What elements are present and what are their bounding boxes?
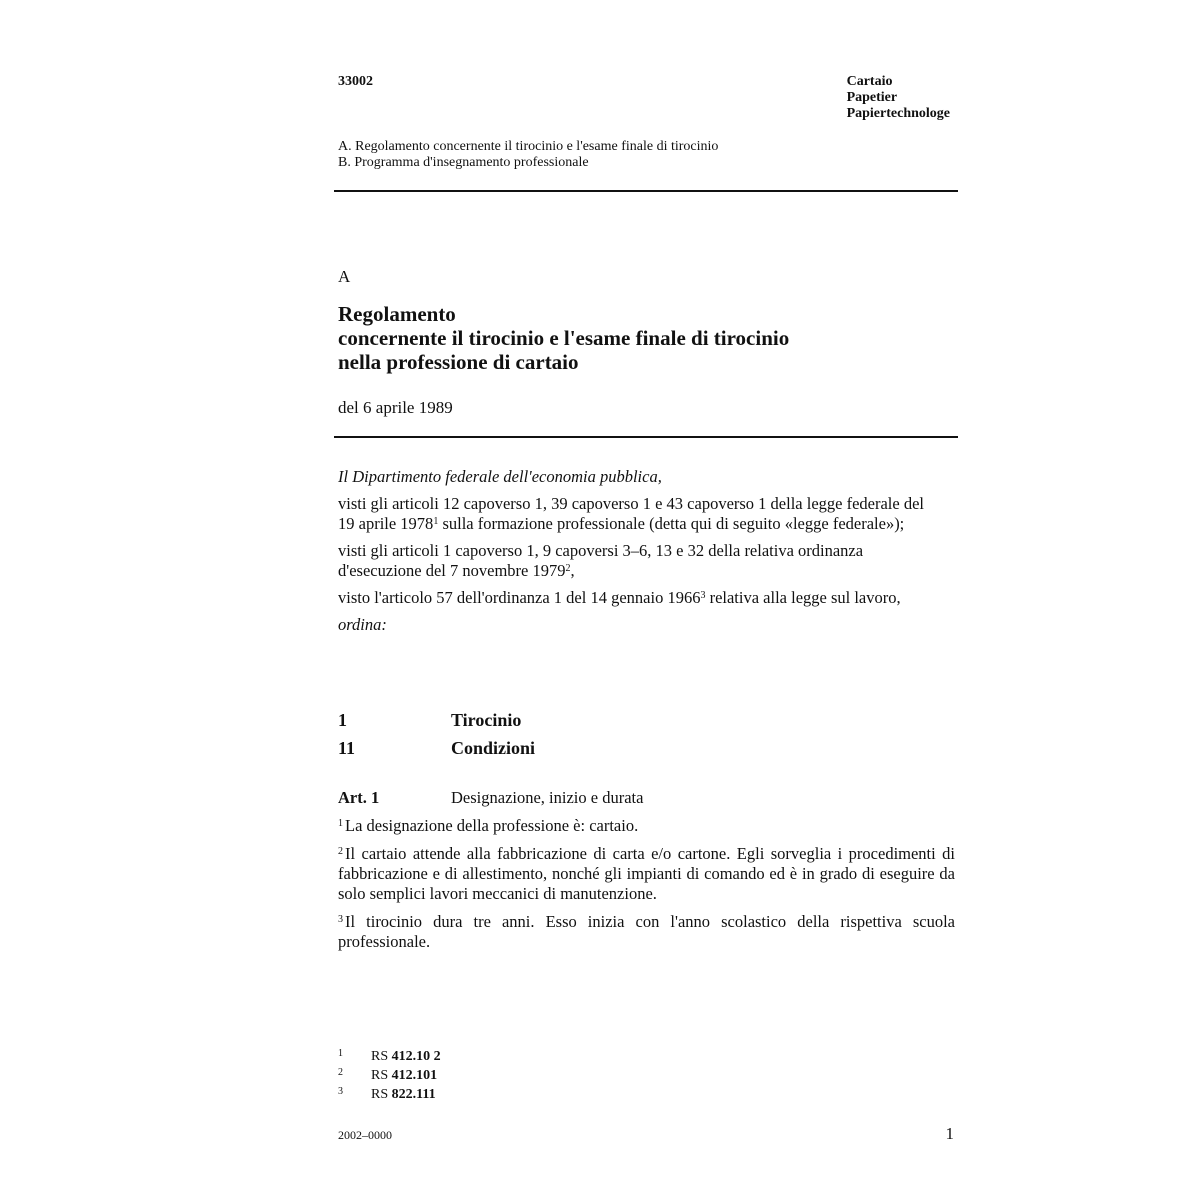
footnote-ref: 3 <box>700 590 706 601</box>
footnote <box>338 1046 441 1065</box>
article-heading <box>338 788 643 808</box>
footnote-ref: 1 <box>433 516 439 527</box>
contents-item-b: B. Programma d'insegnamento professionale <box>338 155 589 170</box>
preamble-text: , <box>570 561 575 580</box>
document-page <box>338 0 958 1200</box>
profession-name-de: Papiertechnologe <box>846 106 950 121</box>
regulation-title <box>338 302 789 374</box>
preamble-text: visto l'articolo 57 dell'ordinanza 1 del 14 gennaio 1966 <box>338 588 701 607</box>
title-line-2: concernente il tirocinio e l'esame finale di tirocinio <box>338 326 790 350</box>
section-number: 11 <box>338 738 356 758</box>
subsection-heading <box>338 738 535 759</box>
paragraph-number: 3 <box>338 914 343 925</box>
footnotes <box>338 1046 441 1103</box>
profession-name-fr: Papetier <box>846 90 898 105</box>
section-heading <box>338 710 521 731</box>
section-title: Condizioni <box>451 738 536 758</box>
footnote <box>338 1084 441 1103</box>
preamble-text: visti gli articoli 12 capoverso 1, 39 capoverso 1 e 43 capoverso 1 della legge federale del 19 aprile 1978 <box>338 494 924 533</box>
preamble-paragraph <box>338 588 938 608</box>
footnote-number: 1 <box>338 1048 343 1059</box>
contents-item-a: A. Regolamento concernente il tirocinio e l'esame finale di tirocinio <box>338 139 719 154</box>
article-paragraph <box>338 816 955 836</box>
divider <box>334 190 958 192</box>
paragraph-text: La designazione della professione è: cartaio. <box>345 816 639 835</box>
regulation-date: del 6 aprile 1989 <box>338 398 453 417</box>
document-code: 33002 <box>338 74 373 89</box>
preamble-ordina: ordina: <box>338 615 387 634</box>
preamble-paragraph <box>338 494 938 534</box>
contents-list <box>338 139 718 171</box>
footnote <box>338 1065 441 1084</box>
footnote-number: 3 <box>338 1086 343 1097</box>
article-title: Designazione, inizio e durata <box>451 788 644 807</box>
preamble-text: visti gli articoli 1 capoverso 1, 9 capoversi 3–6, 13 e 32 della relativa ordinanza d'esecuzione del 7 novembre 1979 <box>338 541 864 580</box>
divider <box>334 436 958 438</box>
article-number: Art. 1 <box>338 788 380 807</box>
footnote-prefix: RS <box>371 1049 389 1064</box>
section-title: Tirocinio <box>451 710 522 730</box>
paragraph-number: 1 <box>338 818 343 829</box>
preamble <box>338 467 938 642</box>
footnote-ref: 2 <box>565 563 571 574</box>
footnote-prefix: RS <box>371 1068 389 1083</box>
preamble-paragraph <box>338 541 938 581</box>
preamble-text: sulla formazione professionale (detta qui di seguito «legge federale»); <box>438 514 905 533</box>
title-line-1: Regolamento <box>338 302 456 326</box>
footnote-ref-number: 412.10 2 <box>391 1049 441 1064</box>
part-letter: A <box>338 267 351 286</box>
profession-name-it: Cartaio <box>846 74 893 89</box>
page-number: 1 <box>945 1124 954 1143</box>
profession-names <box>847 74 950 122</box>
paragraph-number: 2 <box>338 846 343 857</box>
paragraph-text: Il cartaio attende alla fabbricazione di carta e/o cartone. Egli sorveglia i procedimenti di fabbricazione e di allestimento, nonché gli impianti di comando ed è in grado di eseguire da solo semplici lavori meccanici di manutenzione. <box>338 844 955 903</box>
footnote-ref-number: 822.111 <box>391 1087 436 1102</box>
article-paragraph <box>338 912 955 952</box>
section-number: 1 <box>338 710 347 730</box>
document-id: 2002–0000 <box>338 1128 392 1142</box>
paragraph-text: Il tirocinio dura tre anni. Esso inizia con l'anno scolastico della rispettiva scuola professionale. <box>338 912 955 951</box>
preamble-text: relativa alla legge sul lavoro, <box>705 588 901 607</box>
title-line-3: nella professione di cartaio <box>338 350 579 374</box>
preamble-authority: Il Dipartimento federale dell'economia pubblica, <box>338 467 662 486</box>
article-paragraph <box>338 844 955 904</box>
footnote-ref-number: 412.101 <box>391 1068 438 1083</box>
article-body <box>338 816 955 960</box>
footnote-prefix: RS <box>371 1087 389 1102</box>
footnote-number: 2 <box>338 1067 343 1078</box>
